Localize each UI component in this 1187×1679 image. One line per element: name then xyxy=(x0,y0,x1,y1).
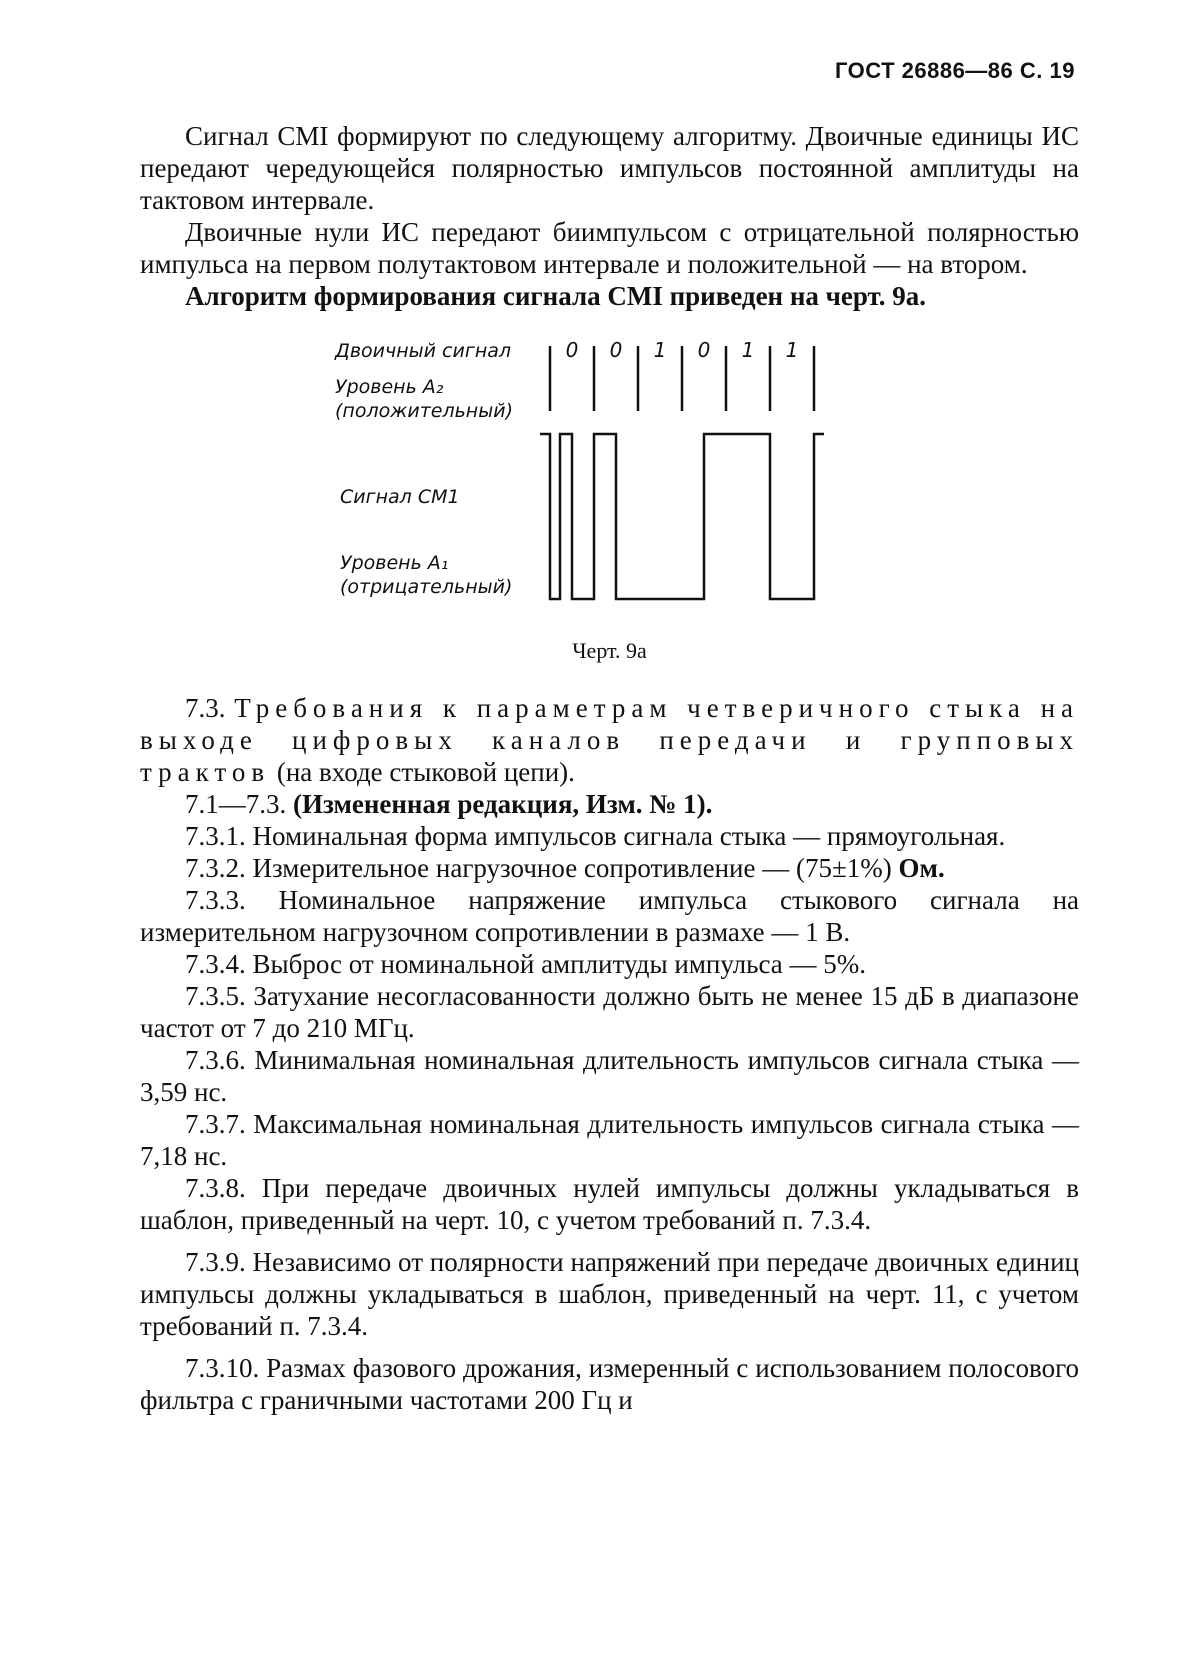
section-7-3-2-unit: Ом. xyxy=(898,853,945,883)
intro-paragraph-3: Алгоритм формирования сигнала CMI приведен на черт. 9а. xyxy=(185,281,927,311)
level-a1-sublabel: (отрицательный) xyxy=(340,576,513,598)
figure-caption: Черт. 9а xyxy=(572,638,647,663)
section-7-3-8: 7.3.8. При передаче двоичных нулей импульсы должны укладываться в шаблон, приведенный на черт. 10, с учетом требований п. 7.3.4. xyxy=(140,1173,1079,1235)
section-7-3-number: 7.3. xyxy=(185,693,226,723)
section-7-3-6: 7.3.6. Минимальная номинальная длительность импульсов сигнала стыка — 3,59 нс. xyxy=(140,1045,1079,1107)
intro-paragraph-2: Двоичные нули ИС передают биимпульсом с отрицательной полярностью импульса на первом полутактовом интервале и положительной — на втором. xyxy=(140,217,1079,279)
section-7-3-1: 7.3.1. Номинальная форма импульсов сигнала стыка — прямоугольная. xyxy=(185,821,1006,851)
bit-label: 0 xyxy=(697,338,711,362)
section-7-3-3: 7.3.3. Номинальное напряжение импульса стыкового сигнала на измерительном нагрузочном сопротивлении в размахе — 1 В. xyxy=(140,885,1079,947)
cmi-signal-line xyxy=(540,434,824,599)
section-range: 7.1—7.3. xyxy=(185,789,287,819)
level-a2-sublabel: (положительный) xyxy=(335,400,513,422)
intro-paragraph-1: Сигнал CMI формируют по следующему алгоритму. Двоичные единицы ИС передают чередующейся полярностью импульсов постоянной амплитуды на тактовом интервале. xyxy=(140,121,1079,215)
section-7-3-2 xyxy=(140,852,1079,884)
standard-number: ГОСТ 26886—86 xyxy=(834,58,1014,83)
section-7-3-5: 7.3.5. Затухание несогласованности должно быть не менее 15 дБ в диапазоне частот от 7 до 210 МГц. xyxy=(140,981,1079,1043)
section-7-1-7-3 xyxy=(140,788,1079,820)
bit-label: 0 xyxy=(565,338,579,362)
section-7-3-title: Требования к параметрам четверичного стыка на выходе цифровых каналов передачи и групповых трактов xyxy=(140,693,1079,787)
page-content xyxy=(140,120,1079,1416)
section-7-3-2-text: 7.3.2. Измерительное нагрузочное сопротивление — (75±1%) xyxy=(185,853,892,883)
section-7-3 xyxy=(140,692,1079,788)
binary-signal-label: Двоичный сигнал xyxy=(335,340,512,362)
bit-label: 1 xyxy=(785,338,799,362)
level-a2-label: Уровень A₂ xyxy=(335,376,444,398)
bit-label: 1 xyxy=(653,338,667,362)
level-a1-label: Уровень A₁ xyxy=(340,552,449,574)
section-7-3-4: 7.3.4. Выброс от номинальной амплитуды импульса — 5%. xyxy=(185,949,866,979)
page-number: С. 19 xyxy=(1019,58,1075,83)
section-7-3-9: 7.3.9. Независимо от полярности напряжений при передаче двоичных единиц импульсы должны укладываться в шаблон, приведенный на черт. 11, с учетом требований п. 7.3.4. xyxy=(140,1247,1079,1341)
bit-label: 1 xyxy=(741,338,755,362)
section-7-3-7: 7.3.7. Максимальная номинальная длительность импульсов сигнала стыка — 7,18 нс. xyxy=(140,1109,1079,1171)
page-header xyxy=(835,58,1075,84)
cmi-diagram xyxy=(140,316,1079,616)
section-7-3-tail: (на входе стыковой цепи). xyxy=(276,757,575,787)
section-7-3-10: 7.3.10. Размах фазового дрожания, измеренный с использованием полосового фильтра с граничными частотами 200 Гц и xyxy=(140,1353,1079,1415)
signal-cmi-label: Сигнал СМ1 xyxy=(340,486,460,508)
bit-label: 0 xyxy=(609,338,623,362)
amendment-note: (Измененная редакция, Изм. № 1). xyxy=(293,789,713,819)
